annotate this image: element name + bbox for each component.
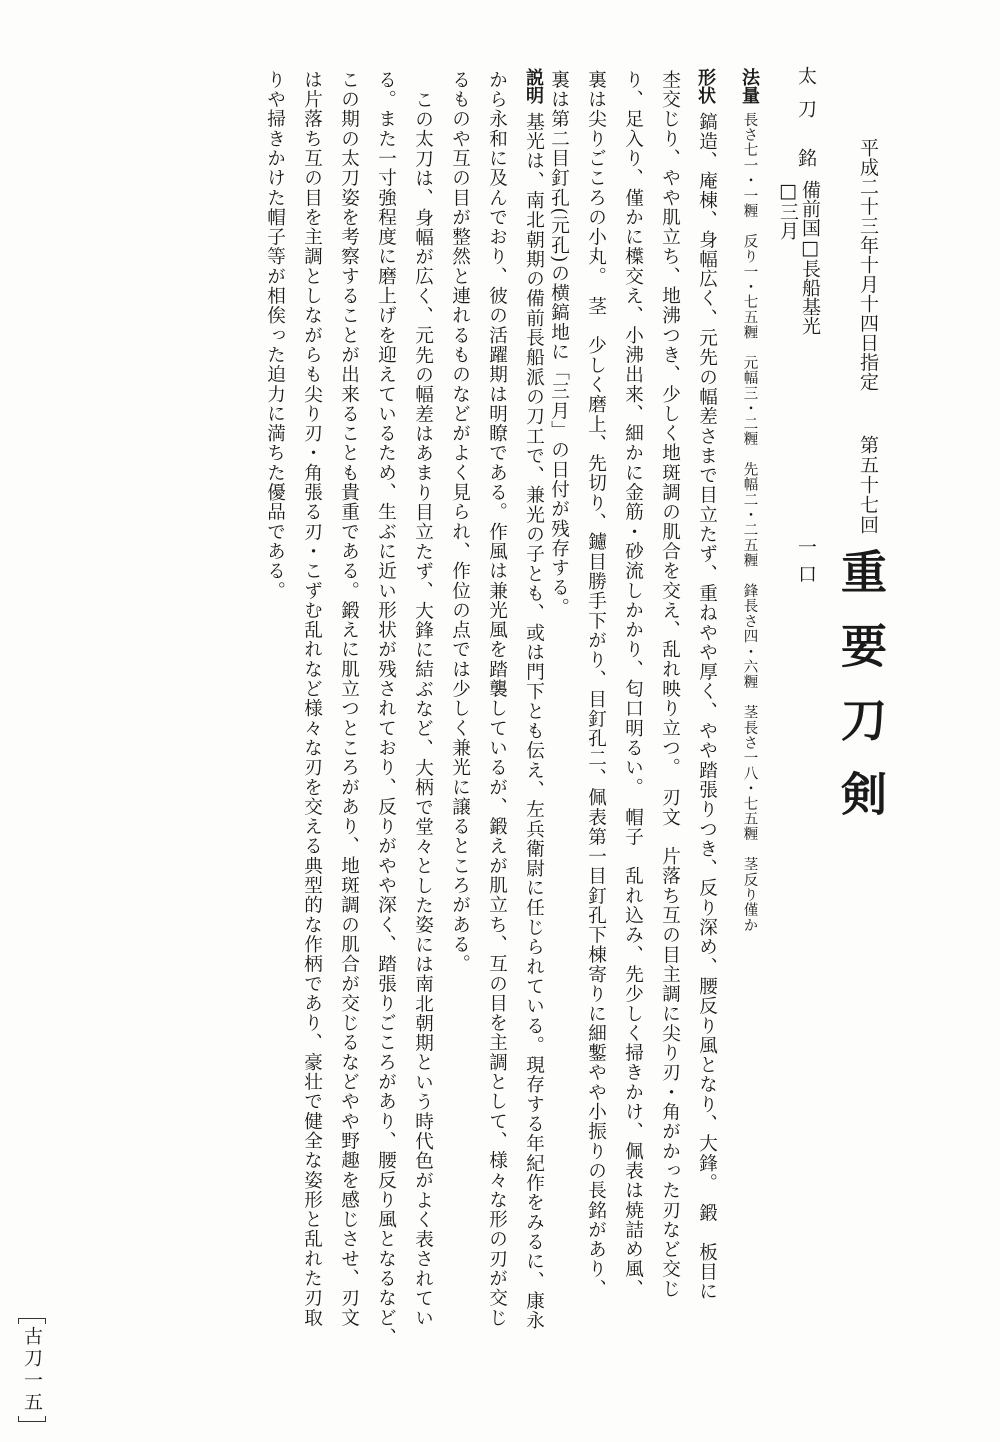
setsumei-line-3: るものや互の目が整然と連れるものなどがよく見られ、作位の点では少しく兼光に譲るところがある。 xyxy=(449,70,471,974)
setsumei-line-1: 基光は、南北朝期の備前長船派の刀工で、兼光の子とも、或は門下とも伝え、左兵衛尉に任じられている。現存する年紀作をみるに、康永 xyxy=(523,112,545,1331)
setsumei-line-6: この期の太刀姿を考察することが出来ることも貴重である。鍛えに肌立つところがあり、地斑調の肌合が交じるなどやや野趣を感じさせ、刃文 xyxy=(338,70,360,1328)
hoho-text: 長さ七一・一糎 反り一・七五糎 元幅三・二糎 先幅二・二五糎 鋒長さ四・六糎 茎長さ一八・七五糎 茎反り僅か xyxy=(741,112,758,933)
sword-type: 太刀 xyxy=(795,66,817,132)
setsumei-line-2: から永和に及んでおり、彼の活躍期は明瞭である。作風は兼光風を踏襲しているが、鍛えが肌立ち、互の目を主調として、様々な形の刃が交じ xyxy=(486,70,508,1328)
setsumei-line-8: りや掃きかけた帽子等が相俟った迫力に満ちた優品である。 xyxy=(264,70,286,601)
keijo-line-5: 裏は第二目釘孔(元孔)の横鎬地に「三月」の日付が残存する。 xyxy=(548,70,570,618)
session-number: 第五十七回 xyxy=(857,435,879,535)
footer-bracket-bottom xyxy=(18,1416,46,1422)
keijo-label: 形状 xyxy=(695,68,716,104)
setsumei-line-7: は片落ち互の目を主調としながらも尖り刃・角張る刃・こずむ乱れなど様々な刃を交える典型的な作柄であり、豪壮で健全な姿形と乱れた刃取 xyxy=(301,70,323,1328)
signature-line-1: 備前国□長船基光 xyxy=(799,180,821,335)
document-title: 重要刀剣 xyxy=(834,548,888,844)
setsumei-line-4: この太刀は、身幅が広く、元先の幅差はあまり目立たず、大鋒に結ぶなど、大柄で堂々とした姿には南北朝期という時代色がよく表されてい xyxy=(412,90,434,1328)
setsumei-line-5: る。また一寸強程度に磨上げを迎えているため、生ぶに近い形状が残されており、反りがやや深く、踏張りごころがあり、腰反り風となるなど、 xyxy=(375,70,397,1348)
signature-line-2: □三月 xyxy=(777,180,799,240)
setsumei-label: 説明 xyxy=(523,68,544,104)
designation-date: 平成二十三年十月十四日指定 xyxy=(857,138,879,392)
mei-label: 銘 xyxy=(795,148,817,167)
keijo-line-2: 杢交じり、やや肌立ち、地沸つき、少しく地斑調の肌合を交え、乱れ映り立つ。 刃文 片落ち互の目主調に尖り刃・角がかった刃など交じ xyxy=(659,70,681,1299)
keijo-line-4: 裏は尖りごころの小丸。 茎 少しく磨上、先切り、鑢目勝手下がり、目釘孔二、佩表第一目釘孔下棟寄りに細鏨やや小振りの長銘があり、 xyxy=(585,70,607,1299)
keijo-line-1: 鎬造、庵棟、身幅広く、元先の幅差さまで目立たず、重ねやや厚く、やや踏張りつき、反り深め、腰反り風となり、大鋒。 鍛 板目に xyxy=(696,112,718,1302)
keijo-line-3: り、足入り、僅かに𣜿交え、小沸出来、細かに金筋・砂流しかかり、匂口明るい。 帽子 乱れ込み、先少しく掃きかけ、佩表は焼詰め風、 xyxy=(622,70,644,1299)
footer-bracket-top xyxy=(18,1318,46,1324)
hoho-label: 法量 xyxy=(739,68,760,104)
page-label: 古刀一五 xyxy=(21,1326,43,1414)
sword-count: 一口 xyxy=(795,537,817,591)
